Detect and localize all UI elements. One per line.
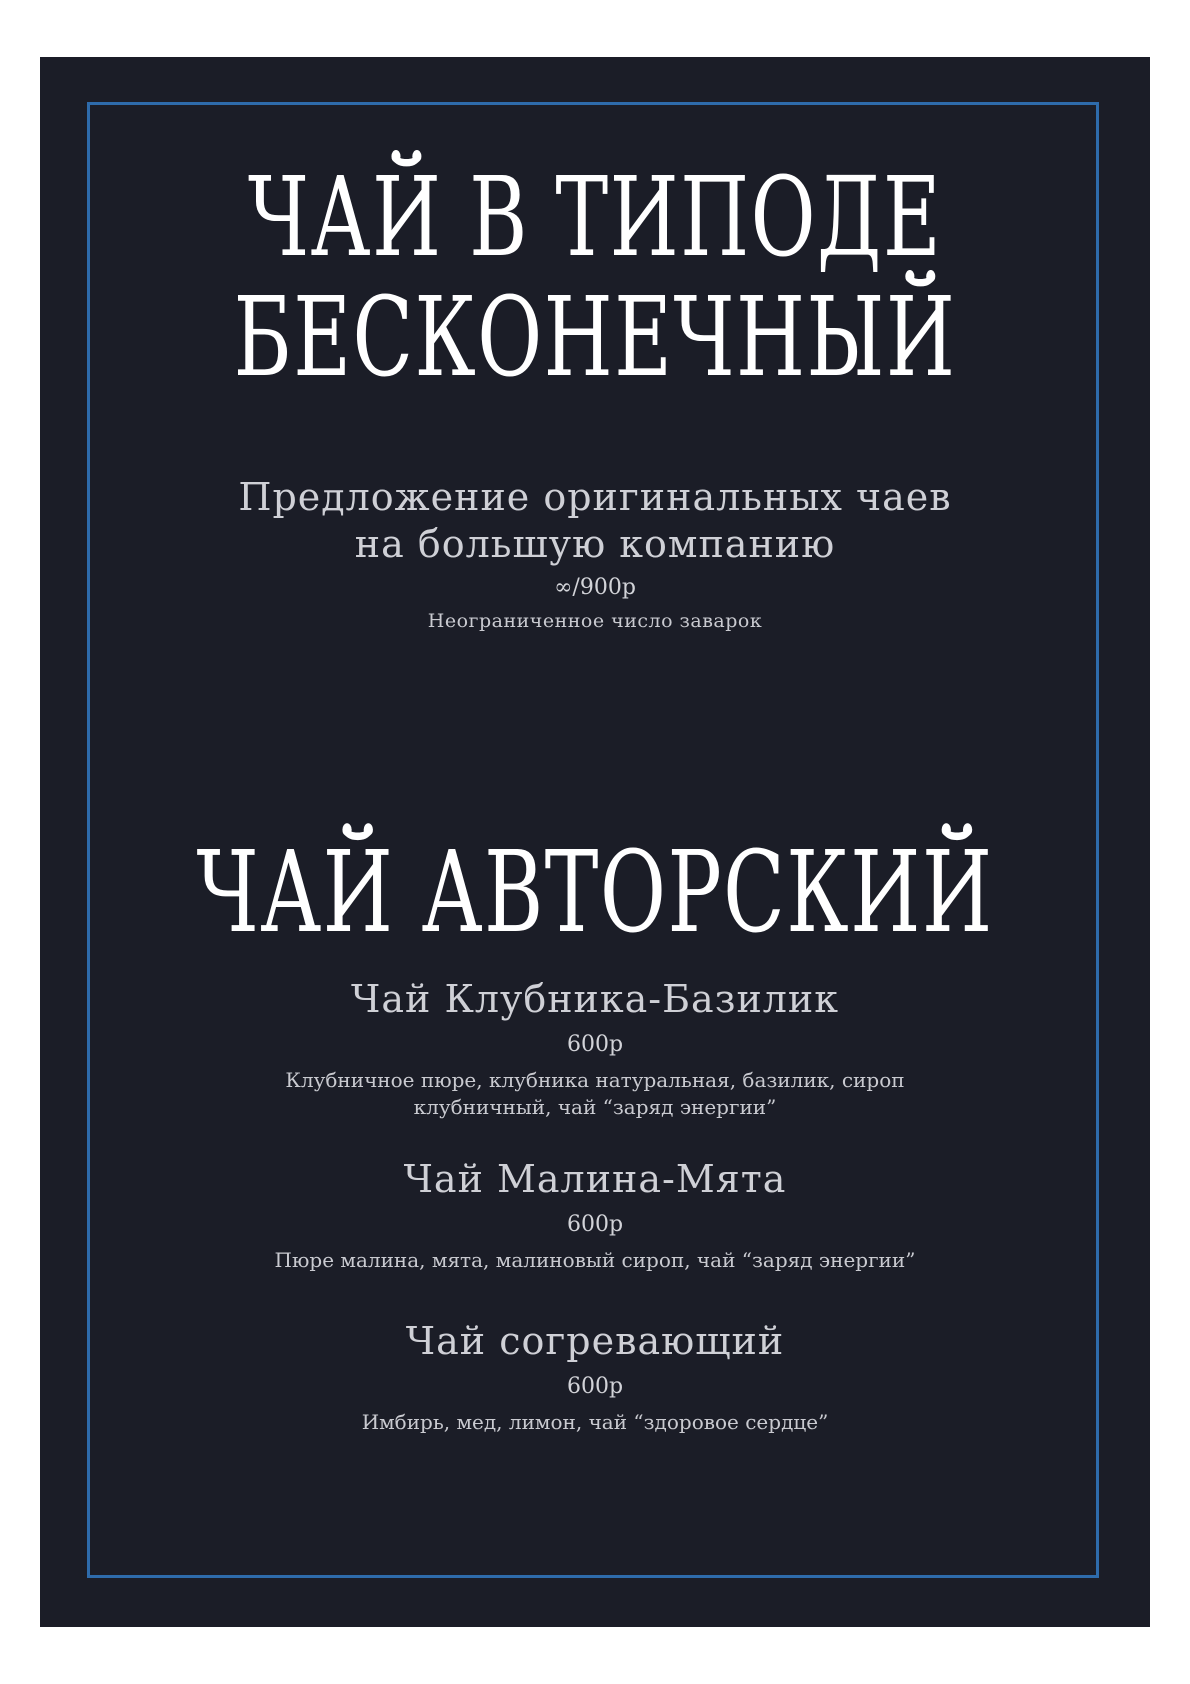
section-title-signature: ЧАЙ АВТОРСКИЙ	[196, 828, 994, 958]
item-desc-strawberry-basil-line2: клубничный, чай “заряд энергии”	[413, 1095, 777, 1119]
infinite-subtitle-line2: на большую компанию	[354, 522, 836, 566]
section-title-infinite-line2: БЕСКОНЕЧНЫЙ	[233, 273, 957, 401]
section-title-infinite-line1: ЧАЙ В ТИПОДЕ	[247, 153, 943, 281]
item-price-strawberry-basil: 600р	[566, 1032, 624, 1057]
item-price-warming: 600р	[566, 1374, 624, 1399]
infinite-note: Неограниченное число заварок	[427, 610, 763, 632]
item-desc-raspberry-mint: Пюре малина, мята, малиновый сироп, чай “заряд энергии”	[274, 1248, 916, 1272]
item-desc-warming: Имбирь, мед, лимон, чай “здоровое сердце”	[361, 1410, 829, 1434]
infinite-subtitle-line1: Предложение оригинальных чаев	[238, 475, 952, 519]
item-name-strawberry-basil: Чай Клубника-Базилик	[351, 977, 839, 1021]
item-price-raspberry-mint: 600р	[566, 1212, 624, 1237]
item-name-raspberry-mint: Чай Малина-Мята	[403, 1157, 787, 1201]
item-name-warming: Чай согревающий	[405, 1319, 785, 1363]
menu-page	[40, 57, 1150, 1627]
infinite-price: ∞/900р	[554, 575, 636, 600]
item-desc-strawberry-basil-line1: Клубничное пюре, клубника натуральная, базилик, сироп	[285, 1068, 905, 1092]
